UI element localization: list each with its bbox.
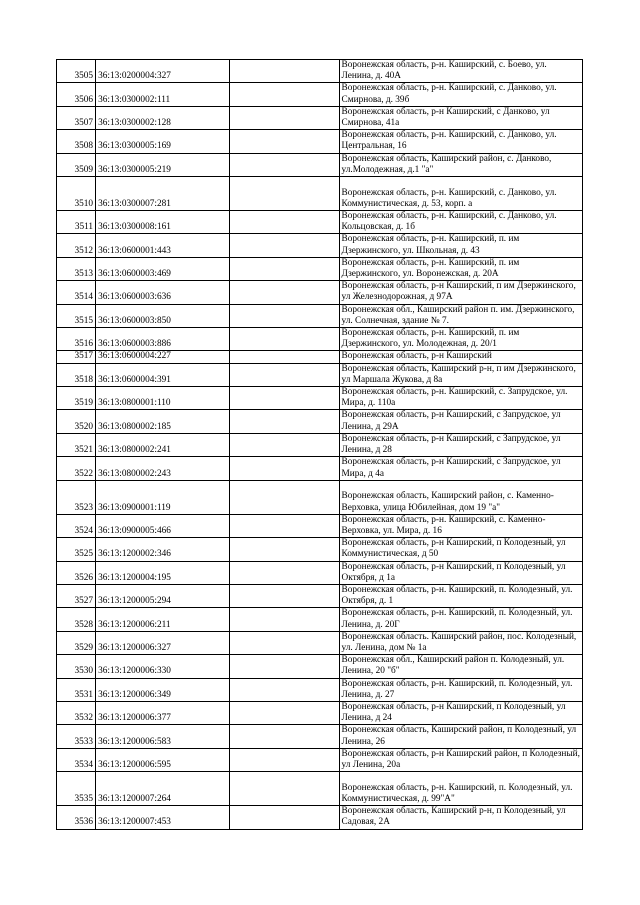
cadastral-number-cell: 36:13:1200002:346: [96, 538, 230, 561]
address-cell: Воронежская область, р-н Каширский: [339, 351, 582, 363]
registry-table: [56, 59, 583, 830]
empty-cell: [230, 153, 339, 176]
address-cell: Воронежская обл., Каширский район п. Колодезный, ул. Ленина, 20 "б": [339, 655, 582, 678]
address-cell: Воронежская область, Каширский р-н, п им Дзержинского, ул Маршала Жукова, д 8а: [339, 363, 582, 386]
address-cell: Воронежская область, Каширский район, п Колодезный, ул Ленина, 26: [339, 725, 582, 748]
address-cell: Воронежская область, р-н Каширский, п Колодезный, ул Ленина, д 24: [339, 701, 582, 724]
row-number-cell: 3507: [57, 106, 96, 129]
address-cell: Воронежская область, р-н. Каширский, с. Данково, ул. Центральная, 16: [339, 130, 582, 153]
cadastral-number-cell: 36:13:1200006:211: [96, 608, 230, 631]
table-row: [57, 234, 583, 257]
cadastral-number-cell: 36:13:0800002:241: [96, 433, 230, 456]
empty-cell: [230, 678, 339, 701]
table-row: [57, 561, 583, 584]
address-cell: Воронежская область, р-н. Каширский, п. Колодезный, ул. Ленина, д. 27: [339, 678, 582, 701]
table-row: [57, 678, 583, 701]
cadastral-number-cell: 36:13:0600003:886: [96, 328, 230, 351]
row-number-cell: 3536: [57, 806, 96, 829]
table-row: [57, 608, 583, 631]
cadastral-number-cell: 36:13:0800002:243: [96, 457, 230, 480]
cadastral-number-cell: 36:13:0300005:219: [96, 153, 230, 176]
address-cell: Воронежская область, р-н. Каширский, п. Колодезный, ул. Октября, д. 1: [339, 584, 582, 607]
table-row: [57, 328, 583, 351]
address-cell: Воронежская область, р-н. Каширский, с. Данково, ул. Коммунистическая, д. 53, корп. а: [339, 177, 582, 211]
row-number-cell: 3513: [57, 257, 96, 280]
empty-cell: [230, 584, 339, 607]
empty-cell: [230, 480, 339, 514]
cadastral-number-cell: 36:13:1200007:264: [96, 772, 230, 806]
cadastral-number-cell: 36:13:0900005:466: [96, 514, 230, 537]
row-number-cell: 3521: [57, 433, 96, 456]
registry-table-sheet: [56, 59, 583, 830]
cadastral-number-cell: 36:13:0600001:443: [96, 234, 230, 257]
table-row: [57, 153, 583, 176]
empty-cell: [230, 211, 339, 234]
cadastral-number-cell: 36:13:0200004:327: [96, 60, 230, 83]
row-number-cell: 3526: [57, 561, 96, 584]
address-cell: Воронежская область, р-н. Каширский, п. Колодезный, ул. Ленина, д. 20Г: [339, 608, 582, 631]
empty-cell: [230, 701, 339, 724]
row-number-cell: 3528: [57, 608, 96, 631]
address-cell: Воронежская область, р-н. Каширский, п. Колодезный, ул. Коммунистическая, д. 99"А": [339, 772, 582, 806]
row-number-cell: 3512: [57, 234, 96, 257]
row-number-cell: 3531: [57, 678, 96, 701]
row-number-cell: 3534: [57, 748, 96, 771]
registry-table-body: [57, 60, 583, 830]
address-cell: Воронежская область, р-н Каширский, с Запрудское, ул Ленина, д 29А: [339, 410, 582, 433]
table-row: [57, 725, 583, 748]
empty-cell: [230, 328, 339, 351]
row-number-cell: 3523: [57, 480, 96, 514]
empty-cell: [230, 608, 339, 631]
address-cell: Воронежская область, р-н Каширский район, п Колодезный, ул Ленина, 20а: [339, 748, 582, 771]
table-row: [57, 457, 583, 480]
address-cell: Воронежская область, р-н. Каширский, п. им Дзержинского, ул. Воронежская, д. 20А: [339, 257, 582, 280]
table-row: [57, 410, 583, 433]
table-row: [57, 655, 583, 678]
empty-cell: [230, 234, 339, 257]
table-row: [57, 106, 583, 129]
empty-cell: [230, 83, 339, 106]
empty-cell: [230, 631, 339, 654]
empty-cell: [230, 60, 339, 83]
row-number-cell: 3517: [57, 351, 96, 363]
row-number-cell: 3530: [57, 655, 96, 678]
row-number-cell: 3510: [57, 177, 96, 211]
empty-cell: [230, 514, 339, 537]
cadastral-number-cell: 36:13:0800001:110: [96, 387, 230, 410]
cadastral-number-cell: 36:13:0600004:227: [96, 351, 230, 363]
empty-cell: [230, 433, 339, 456]
row-number-cell: 3505: [57, 60, 96, 83]
table-row: [57, 257, 583, 280]
table-row: [57, 701, 583, 724]
row-number-cell: 3525: [57, 538, 96, 561]
table-row: [57, 130, 583, 153]
empty-cell: [230, 561, 339, 584]
cadastral-number-cell: 36:13:0600003:469: [96, 257, 230, 280]
table-row: [57, 806, 583, 829]
table-row: [57, 351, 583, 363]
cadastral-number-cell: 36:13:1200007:453: [96, 806, 230, 829]
cadastral-number-cell: 36:13:0300002:128: [96, 106, 230, 129]
table-row: [57, 480, 583, 514]
row-number-cell: 3516: [57, 328, 96, 351]
cadastral-number-cell: 36:13:1200006:595: [96, 748, 230, 771]
row-number-cell: 3532: [57, 701, 96, 724]
cadastral-number-cell: 36:13:1200006:377: [96, 701, 230, 724]
table-row: [57, 748, 583, 771]
table-row: [57, 60, 583, 83]
row-number-cell: 3519: [57, 387, 96, 410]
address-cell: Воронежская область, р-н. Каширский, п. им Дзержинского, ул. Школьная, д. 43: [339, 234, 582, 257]
address-cell: Воронежская область, р-н. Каширский, с. Боево, ул. Ленина, д. 40А: [339, 60, 582, 83]
row-number-cell: 3524: [57, 514, 96, 537]
cadastral-number-cell: 36:13:1200006:327: [96, 631, 230, 654]
row-number-cell: 3527: [57, 584, 96, 607]
address-cell: Воронежская область, р-н. Каширский, с. Данково, ул. Кольцовская, д. 1б: [339, 211, 582, 234]
cadastral-number-cell: 36:13:0300007:281: [96, 177, 230, 211]
cadastral-number-cell: 36:13:0600004:391: [96, 363, 230, 386]
empty-cell: [230, 281, 339, 304]
address-cell: Воронежская область, р-н. Каширский, п. им Дзержинского, ул. Молодежная, д. 20/1: [339, 328, 582, 351]
table-row: [57, 584, 583, 607]
row-number-cell: 3511: [57, 211, 96, 234]
cadastral-number-cell: 36:13:1200005:294: [96, 584, 230, 607]
address-cell: Воронежская область, р-н Каширский, п им Дзержинского, ул Железнодорожная, д 97А: [339, 281, 582, 304]
cadastral-number-cell: 36:13:0300005:169: [96, 130, 230, 153]
table-row: [57, 211, 583, 234]
empty-cell: [230, 363, 339, 386]
table-row: [57, 772, 583, 806]
cadastral-number-cell: 36:13:0900001:119: [96, 480, 230, 514]
empty-cell: [230, 304, 339, 327]
row-number-cell: 3520: [57, 410, 96, 433]
address-cell: Воронежская область, р-н Каширский, с Запрудское, ул Ленина, д 28: [339, 433, 582, 456]
address-cell: Воронежская обл., Каширский район п. им. Дзержинского, ул. Солнечная, здание № 7.: [339, 304, 582, 327]
table-row: [57, 387, 583, 410]
address-cell: Воронежская область, р-н. Каширский, с. Каменно-Верховка, ул. Мира, д. 16: [339, 514, 582, 537]
address-cell: Воронежская область, р-н. Каширский, с. Данково, ул. Смирнова, д. 39б: [339, 83, 582, 106]
address-cell: Воронежская область, р-н. Каширский, с. Запрудское, ул. Мира, д. 110а: [339, 387, 582, 410]
cadastral-number-cell: 36:13:0800002:185: [96, 410, 230, 433]
empty-cell: [230, 177, 339, 211]
row-number-cell: 3506: [57, 83, 96, 106]
table-row: [57, 83, 583, 106]
row-number-cell: 3522: [57, 457, 96, 480]
empty-cell: [230, 748, 339, 771]
empty-cell: [230, 772, 339, 806]
cadastral-number-cell: 36:13:1200006:583: [96, 725, 230, 748]
cadastral-number-cell: 36:13:1200006:349: [96, 678, 230, 701]
empty-cell: [230, 538, 339, 561]
address-cell: Воронежская область, р-н Каширский, с Данково, ул Смирнова, 41а: [339, 106, 582, 129]
row-number-cell: 3508: [57, 130, 96, 153]
cadastral-number-cell: 36:13:0600003:850: [96, 304, 230, 327]
empty-cell: [230, 130, 339, 153]
cadastral-number-cell: 36:13:1200006:330: [96, 655, 230, 678]
address-cell: Воронежская область, р-н Каширский, п Колодезный, ул Коммунистическая, д 50: [339, 538, 582, 561]
empty-cell: [230, 725, 339, 748]
address-cell: Воронежская область, Каширский р-н, п Колодезный, ул Садовая, 2А: [339, 806, 582, 829]
row-number-cell: 3509: [57, 153, 96, 176]
row-number-cell: 3514: [57, 281, 96, 304]
table-row: [57, 177, 583, 211]
table-row: [57, 433, 583, 456]
row-number-cell: 3533: [57, 725, 96, 748]
row-number-cell: 3518: [57, 363, 96, 386]
cadastral-number-cell: 36:13:1200004:195: [96, 561, 230, 584]
address-cell: Воронежская область, р-н Каширский, с Запрудское, ул Мира, д 4а: [339, 457, 582, 480]
address-cell: Воронежская область, р-н Каширский, п Колодезный, ул Октября, д 1а: [339, 561, 582, 584]
row-number-cell: 3529: [57, 631, 96, 654]
table-row: [57, 631, 583, 654]
table-row: [57, 363, 583, 386]
address-cell: Воронежская область, Каширский район, с. Каменно-Верховка, улица Юбилейная, дом 19 "а": [339, 480, 582, 514]
empty-cell: [230, 387, 339, 410]
empty-cell: [230, 351, 339, 363]
table-row: [57, 514, 583, 537]
empty-cell: [230, 410, 339, 433]
empty-cell: [230, 457, 339, 480]
table-row: [57, 304, 583, 327]
empty-cell: [230, 106, 339, 129]
empty-cell: [230, 806, 339, 829]
cadastral-number-cell: 36:13:0600003:636: [96, 281, 230, 304]
row-number-cell: 3535: [57, 772, 96, 806]
table-row: [57, 281, 583, 304]
table-row: [57, 538, 583, 561]
row-number-cell: 3515: [57, 304, 96, 327]
address-cell: Воронежская область. Каширский район, пос. Колодезный, ул. Ленина, дом № 1а: [339, 631, 582, 654]
empty-cell: [230, 655, 339, 678]
cadastral-number-cell: 36:13:0300008:161: [96, 211, 230, 234]
empty-cell: [230, 257, 339, 280]
cadastral-number-cell: 36:13:0300002:111: [96, 83, 230, 106]
address-cell: Воронежская область, Каширский район, с. Данково, ул.Молодежная, д.1 "а": [339, 153, 582, 176]
